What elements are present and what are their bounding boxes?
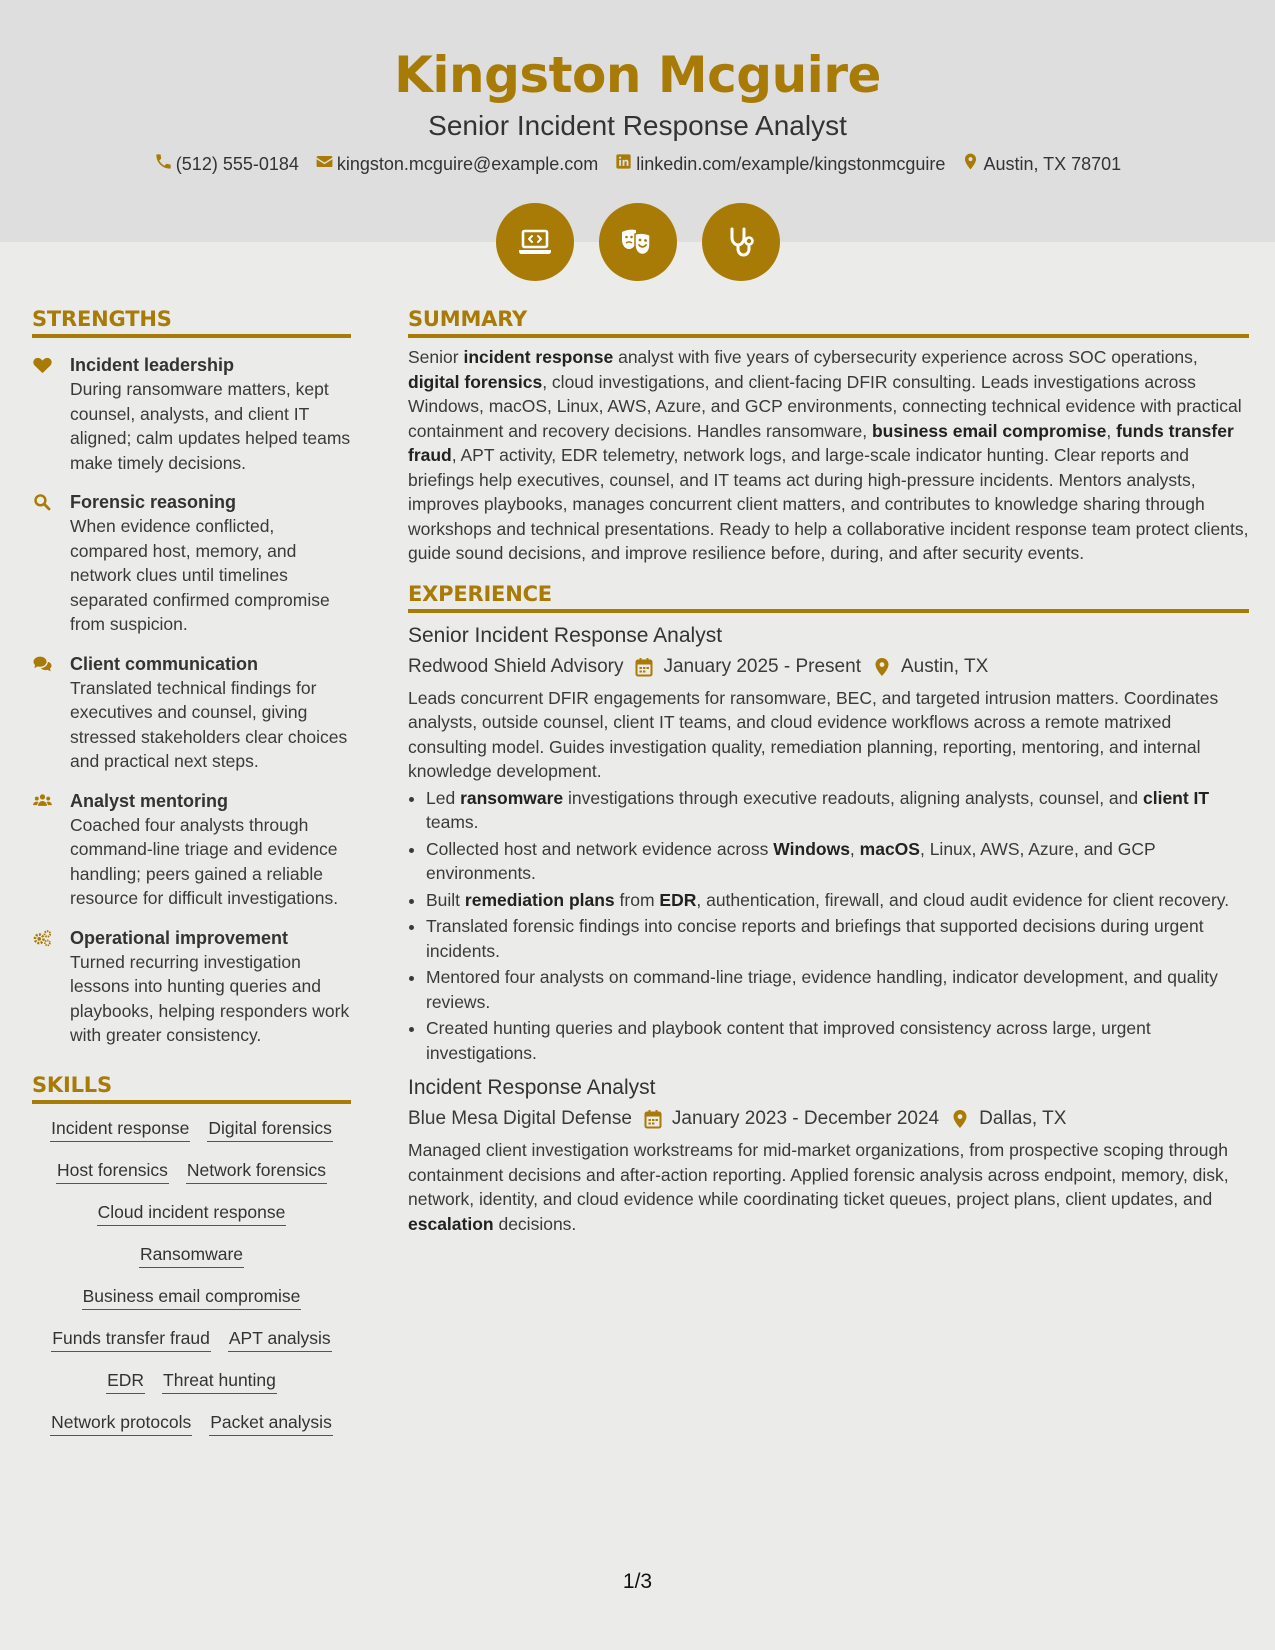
job-description: Managed client investigation workstreams for mid-market organizations, from prospective scoping through containment decisions and after-action reporting. Applied forensic analysis across endpoint, memory, disk, network, identity, and cloud evidence while coordinating ticket queues, project plans, client updates, and escalation decisions. (408, 1140, 1229, 1234)
skill-tag: Cloud incident response (97, 1201, 287, 1226)
strength-title: Forensic reasoning (70, 492, 237, 512)
job-dates: January 2023 - December 2024 (671, 1108, 940, 1129)
skill-tag: Network protocols (50, 1411, 192, 1436)
strength-item (32, 490, 351, 637)
strength-desc: When evidence conflicted, compared host, memory, and network clues until timelines separated confirmed compromise from suspicion. (70, 516, 330, 634)
contact-email-text: kingston.mcguire@example.com (336, 153, 599, 174)
contact-email[interactable] (315, 152, 598, 176)
job-description: Leads concurrent DFIR engagements for ransomware, BEC, and targeted intrusion matters. Coordinates analysts, outside counsel, client IT teams, and cloud evidence workflows across a remote matrixed consulting model. Guides investigation quality, remediation planning, reporting, mentoring, and internal knowledge development. (408, 687, 1219, 781)
contact-linkedin-text: linkedin.com/example/kingstonmcguire (636, 153, 946, 174)
comments-icon (32, 655, 53, 673)
contact-location (961, 152, 1121, 176)
theater-masks-badge (599, 203, 677, 281)
strength-item (32, 926, 351, 1048)
phone-icon (154, 152, 173, 176)
badge-row (0, 203, 1275, 281)
left-column (32, 307, 351, 1453)
strength-title: Operational improvement (70, 927, 289, 948)
skill-tag: Digital forensics (207, 1117, 333, 1142)
gears-icon (32, 929, 53, 947)
skill-tag: Host forensics (56, 1159, 169, 1184)
job-company: Blue Mesa Digital Defense (408, 1108, 632, 1129)
calendar-icon (644, 1109, 662, 1129)
strength-title: Client communication (70, 653, 259, 674)
job-bullet: • Created hunting queries and playbook content that improved consistency across large, urgent investigations. (426, 1016, 1249, 1065)
job-bullet: • Collected host and network evidence across Windows, macOS, Linux, AWS, Azure, and GCP environments. (426, 837, 1249, 886)
job-title: Incident Response Analyst (408, 1076, 656, 1099)
skill-tag: Business email compromise (82, 1285, 302, 1310)
strength-title: Analyst mentoring (70, 790, 229, 811)
job-company: Redwood Shield Advisory (408, 655, 624, 677)
job-entry (408, 622, 1249, 1066)
job-location: Dallas, TX (979, 1108, 1067, 1129)
strengths-heading: STRENGTHS (32, 307, 351, 338)
strength-item (32, 789, 351, 911)
strength-desc: Turned recurring investigation lessons into hunting queries and playbooks, helping responders work with greater consistency. (70, 951, 350, 1045)
search-icon (32, 493, 53, 511)
skill-tag: EDR (106, 1369, 145, 1394)
laptop-code-icon (515, 222, 555, 262)
contact-linkedin[interactable] (614, 152, 945, 176)
linkedin-icon (614, 152, 633, 176)
strength-desc: Translated technical findings for executives and counsel, giving stressed stakeholders clear choices and practical next steps. (70, 677, 348, 771)
job-bullets (408, 786, 1249, 1066)
skill-tag: Funds transfer fraud (51, 1327, 211, 1352)
contact-bar (0, 152, 1275, 176)
page-number: 1/3 (622, 1570, 653, 1593)
skill-tag: Threat hunting (162, 1369, 277, 1394)
job-bullet: • Translated forensic findings into concise reports and briefings that supported decisions during urgent incidents. (426, 914, 1249, 963)
skill-tag: Ransomware (139, 1243, 244, 1268)
skill-tag: Packet analysis (209, 1411, 333, 1436)
job-title: Senior Incident Response Analyst (408, 623, 723, 647)
map-pin-icon (951, 1109, 969, 1129)
job-entry (408, 1074, 1249, 1236)
contact-phone[interactable] (154, 152, 299, 176)
contact-phone-text: (512) 555-0184 (175, 153, 299, 174)
stethoscope-badge (702, 203, 780, 281)
calendar-icon (635, 657, 653, 677)
experience-heading: EXPERIENCE (408, 582, 1249, 613)
map-pin-icon (961, 152, 980, 176)
candidate-name: Kingston Mcguire (394, 46, 881, 104)
job-bullet: • Built remediation plans from EDR, authentication, firewall, and cloud audit evidence for client recovery. (426, 888, 1249, 913)
users-icon (32, 792, 53, 810)
laptop-code-badge (496, 203, 574, 281)
strength-desc: During ransomware matters, kept counsel, analysts, and client IT aligned; calm updates helped teams make timely decisions. (70, 379, 351, 473)
summary-heading: SUMMARY (408, 307, 1249, 338)
right-column (408, 307, 1249, 1236)
skills-list (32, 1117, 351, 1453)
envelope-icon (315, 152, 334, 176)
candidate-title: Senior Incident Response Analyst (428, 110, 847, 141)
skill-tag: Network forensics (186, 1159, 327, 1184)
map-pin-icon (873, 657, 891, 677)
job-bullet: • Mentored four analysts on command-line triage, evidence handling, indicator development, and quality reviews. (426, 965, 1249, 1014)
strength-item (32, 353, 351, 475)
skill-tag: APT analysis (228, 1327, 332, 1352)
job-meta (408, 654, 1249, 680)
strength-item (32, 652, 351, 774)
job-location: Austin, TX (900, 655, 989, 677)
heart-icon (32, 356, 53, 374)
stethoscope-icon (721, 222, 761, 262)
skills-heading: SKILLS (32, 1073, 351, 1104)
contact-location-text: Austin, TX 78701 (983, 153, 1122, 174)
strength-title: Incident leadership (70, 355, 235, 375)
job-dates: January 2025 - Present (663, 655, 861, 677)
theater-masks-icon (618, 222, 658, 262)
summary-text: Senior incident response analyst with five years of cybersecurity experience across SOC operations, digital forensics, cloud investigations, and client-facing DFIR consulting. Leads investigations across Windows, macOS, Linux, AWS, Azure, and GCP environments, connecting technical evidence with practical containment and recovery decisions. Handles ransomware, business email compromise, funds transfer fraud, APT activity, EDR telemetry, network logs, and large-scale indicator hunting. Clear reports and briefings help executives, counsel, and IT teams act during high-pressure incidents. Mentors analysts, improves playbooks, manages concurrent client matters, and contributes to knowledge sharing through workshops and technical presentations. Ready to help a collaborative incident response team protect clients, guide sound decisions, and improve resilience before, during, and after security events. (408, 347, 1249, 563)
strength-desc: Coached four analysts through command-line triage and evidence handling; peers gained a reliable resource for difficult investigations. (70, 814, 339, 908)
job-bullet: • Led ransomware investigations through executive readouts, aligning analysts, counsel, and client IT teams. (426, 786, 1249, 835)
job-meta (408, 1106, 1249, 1132)
skill-tag: Incident response (50, 1117, 190, 1142)
